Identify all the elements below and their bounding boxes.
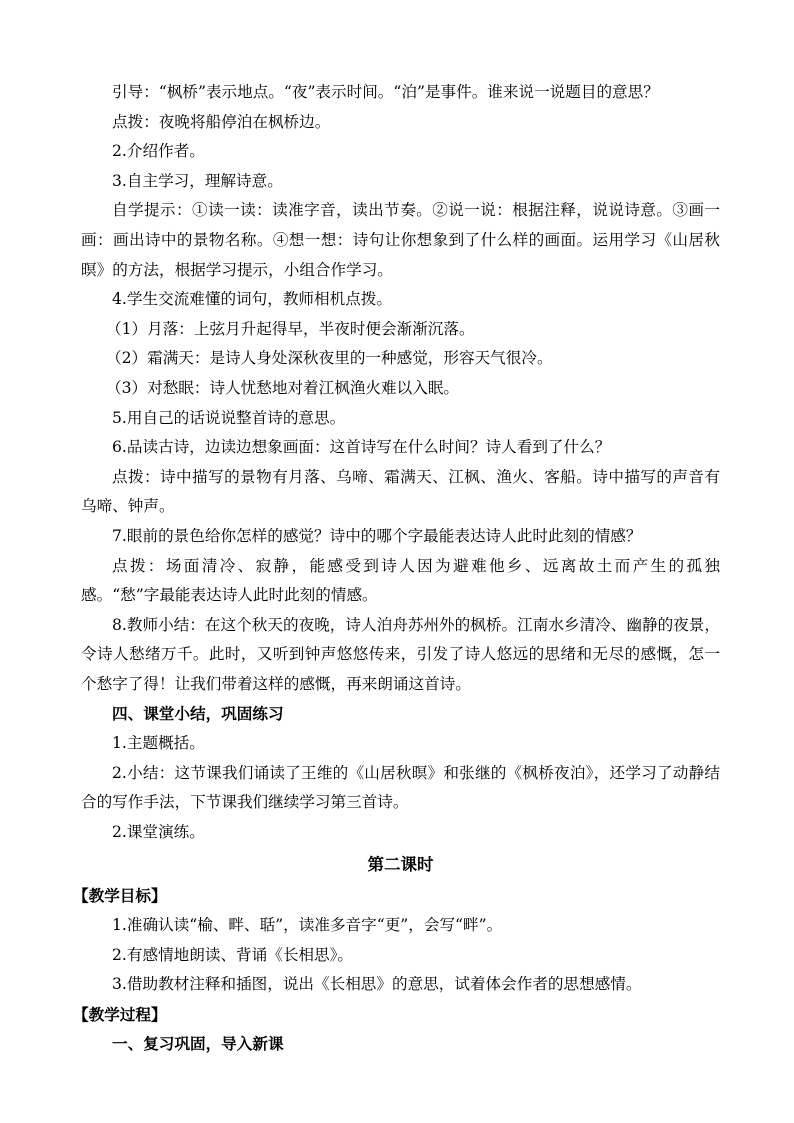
guide-paragraph: 引导：“枫桥”表示地点。“夜”表示时间。“泊”是事件。谁来说一说题目的意思？: [112, 83, 659, 101]
emotion-hint-paragraph: 点拨：场面清冷、寂静，能感受到诗人因为避难他乡、远离故土而产生的孤独感。“愁”字最能表达诗人此时此刻的情感。: [81, 556, 720, 605]
note-2-paragraph: （2）霜满天：是诗人身处深秋夜里的一种感觉，形容天气很冷。: [106, 349, 553, 368]
teaching-goals-label: 【教学目标】: [73, 886, 167, 906]
step-2-paragraph: 2.介绍作者。: [112, 142, 205, 161]
self-study-tips-paragraph: 自学提示：①读一读：读准字音，读出节奏。②说一说：根据注释，说说诗意。③画一画：画出诗中的景物名称。④想一想：诗句让你想象到了什么样的画面。运用学习《山居秋暝》的方法，根据学习提示，小组合作学习。: [81, 201, 720, 279]
lesson-summary-paragraph: 2.小结：这节课我们诵读了王维的《山居秋暝》和张继的《枫桥夜泊》，还学习了动静结合的写作手法，下节课我们继续学习第三首诗。: [81, 763, 720, 812]
theme-summary-paragraph: 1.主题概括。: [112, 734, 205, 753]
step-3-paragraph: 3.自主学习，理解诗意。: [112, 171, 283, 190]
scene-hint-paragraph: 点拨：诗中描写的景物有月落、乌啼、霜满天、江枫、渔火、客船。诗中描写的声音有乌啼、钟声。: [81, 467, 720, 516]
note-1-paragraph: （1）月落：上弦月升起得早，半夜时便会渐渐沉落。: [106, 319, 475, 338]
note-3-paragraph: （3）对愁眠：诗人忧愁地对着江枫渔火难以入眠。: [106, 378, 459, 397]
practice-paragraph: 2.课堂演练。: [112, 822, 205, 841]
teaching-process-label: 【教学过程】: [73, 1004, 167, 1024]
step-7-paragraph: 7.眼前的景色给你怎样的感觉？诗中的哪个字最能表达诗人此时此刻的情感？: [112, 526, 642, 545]
teacher-summary-paragraph: 8.教师小结：在这个秋天的夜晚，诗人泊舟苏州外的枫桥。江南水乡清冷、幽静的夜景，令诗人愁绪万千。此时，又听到钟声悠悠传来，引发了诗人悠远的思绪和无尽的感慨，怎一个愁字了得！让我们带着这样的感慨，再来朗诵这首诗。: [81, 615, 720, 693]
hint-paragraph: 点拨：夜晚将船停泊在枫桥边。: [112, 112, 331, 131]
step-4-paragraph: 4.学生交流难懂的词句，教师相机点拨。: [112, 290, 392, 309]
goal-1-paragraph: 1.准确认读“榆、畔、聒”，读准多音字“更”，会写“畔”。: [112, 916, 503, 935]
section-title: 第二课时: [367, 855, 434, 875]
goal-3-paragraph: 3.借助教材注释和插图，说出《长相思》的意思，试着体会作者的思想感情。: [112, 975, 642, 994]
goal-2-paragraph: 2.有感情地朗读、背诵《长相思》。: [112, 945, 353, 964]
step-6-paragraph: 6.品读古诗，边读边想象画面：这首诗写在什么时间？诗人看到了什么？: [112, 438, 611, 457]
step-5-paragraph: 5.用自己的话说说整首诗的意思。: [112, 408, 346, 427]
section-four-heading: 四、课堂小结，巩固练习: [112, 704, 284, 724]
review-heading: 一、复习巩固，导入新课: [112, 1034, 284, 1054]
